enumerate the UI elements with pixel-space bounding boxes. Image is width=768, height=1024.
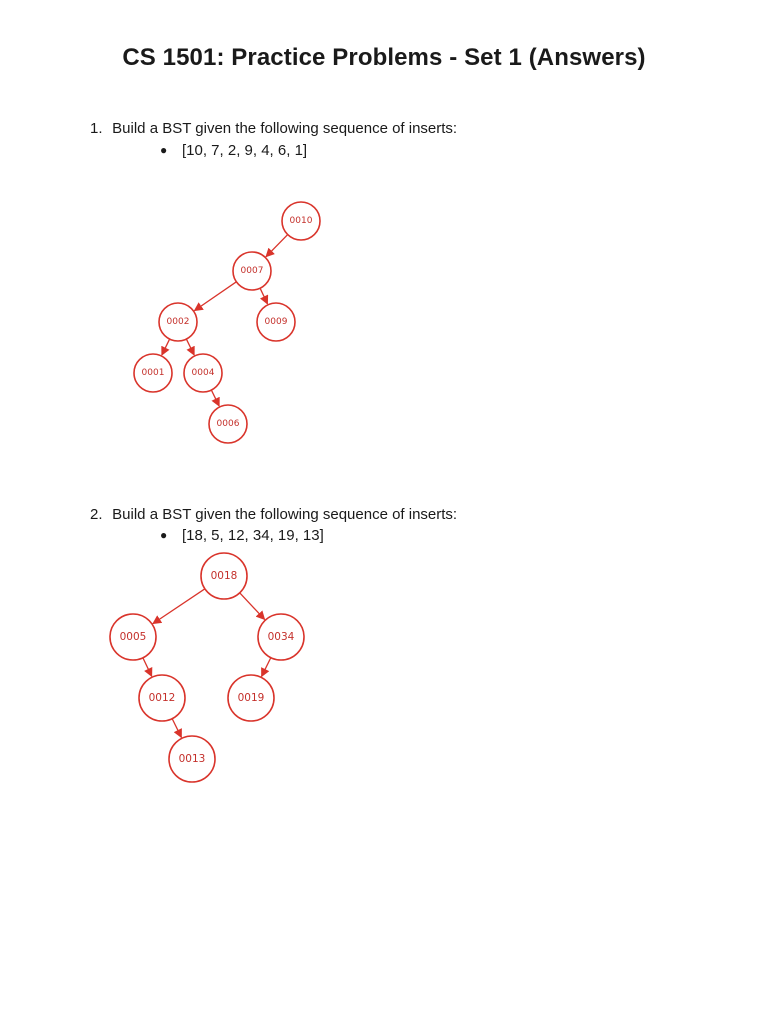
bst-node-label: 0013 — [178, 753, 206, 765]
bst-node-label: 0007 — [240, 266, 264, 276]
bst-node-label: 0012 — [148, 692, 176, 704]
bst-node-label: 0001 — [141, 368, 165, 378]
bst-node-label: 0002 — [166, 317, 190, 327]
bst-node-label: 0010 — [289, 216, 313, 226]
bst-node-label: 0004 — [191, 368, 215, 378]
bst-node — [139, 675, 185, 721]
bst-edge — [262, 658, 271, 677]
bst-node-label: 0009 — [264, 317, 288, 327]
problem-2-sequence: [18, 5, 12, 34, 19, 13] — [182, 527, 324, 544]
page-title: CS 1501: Practice Problems - Set 1 (Answers) — [122, 44, 646, 71]
bst-edge — [240, 593, 265, 620]
problem-2-number: 2. — [90, 506, 103, 523]
bst-node-label: 0005 — [119, 631, 147, 643]
bst-node — [258, 614, 304, 660]
problem-1-text: Build a BST given the following sequence of inserts: — [112, 120, 458, 137]
bst-node-label: 0034 — [267, 631, 295, 643]
bst-node — [110, 614, 156, 660]
problem-2-text: Build a BST given the following sequence of inserts: — [112, 506, 458, 523]
bst-node-label: 0006 — [216, 419, 240, 429]
bst-node — [201, 553, 247, 599]
bullet-icon: ● — [160, 528, 168, 542]
bst-edge — [153, 589, 205, 624]
bst-edge — [143, 658, 152, 677]
bst-node-label: 0019 — [237, 692, 265, 704]
problem-1-number: 1. — [90, 120, 103, 137]
problem-1-sequence: [10, 7, 2, 9, 4, 6, 1] — [182, 142, 308, 159]
bst-edge — [172, 719, 181, 738]
bullet-icon: ● — [160, 143, 168, 157]
bst-node-label: 0018 — [210, 570, 238, 582]
bst-node — [169, 736, 215, 782]
bst-node — [228, 675, 274, 721]
